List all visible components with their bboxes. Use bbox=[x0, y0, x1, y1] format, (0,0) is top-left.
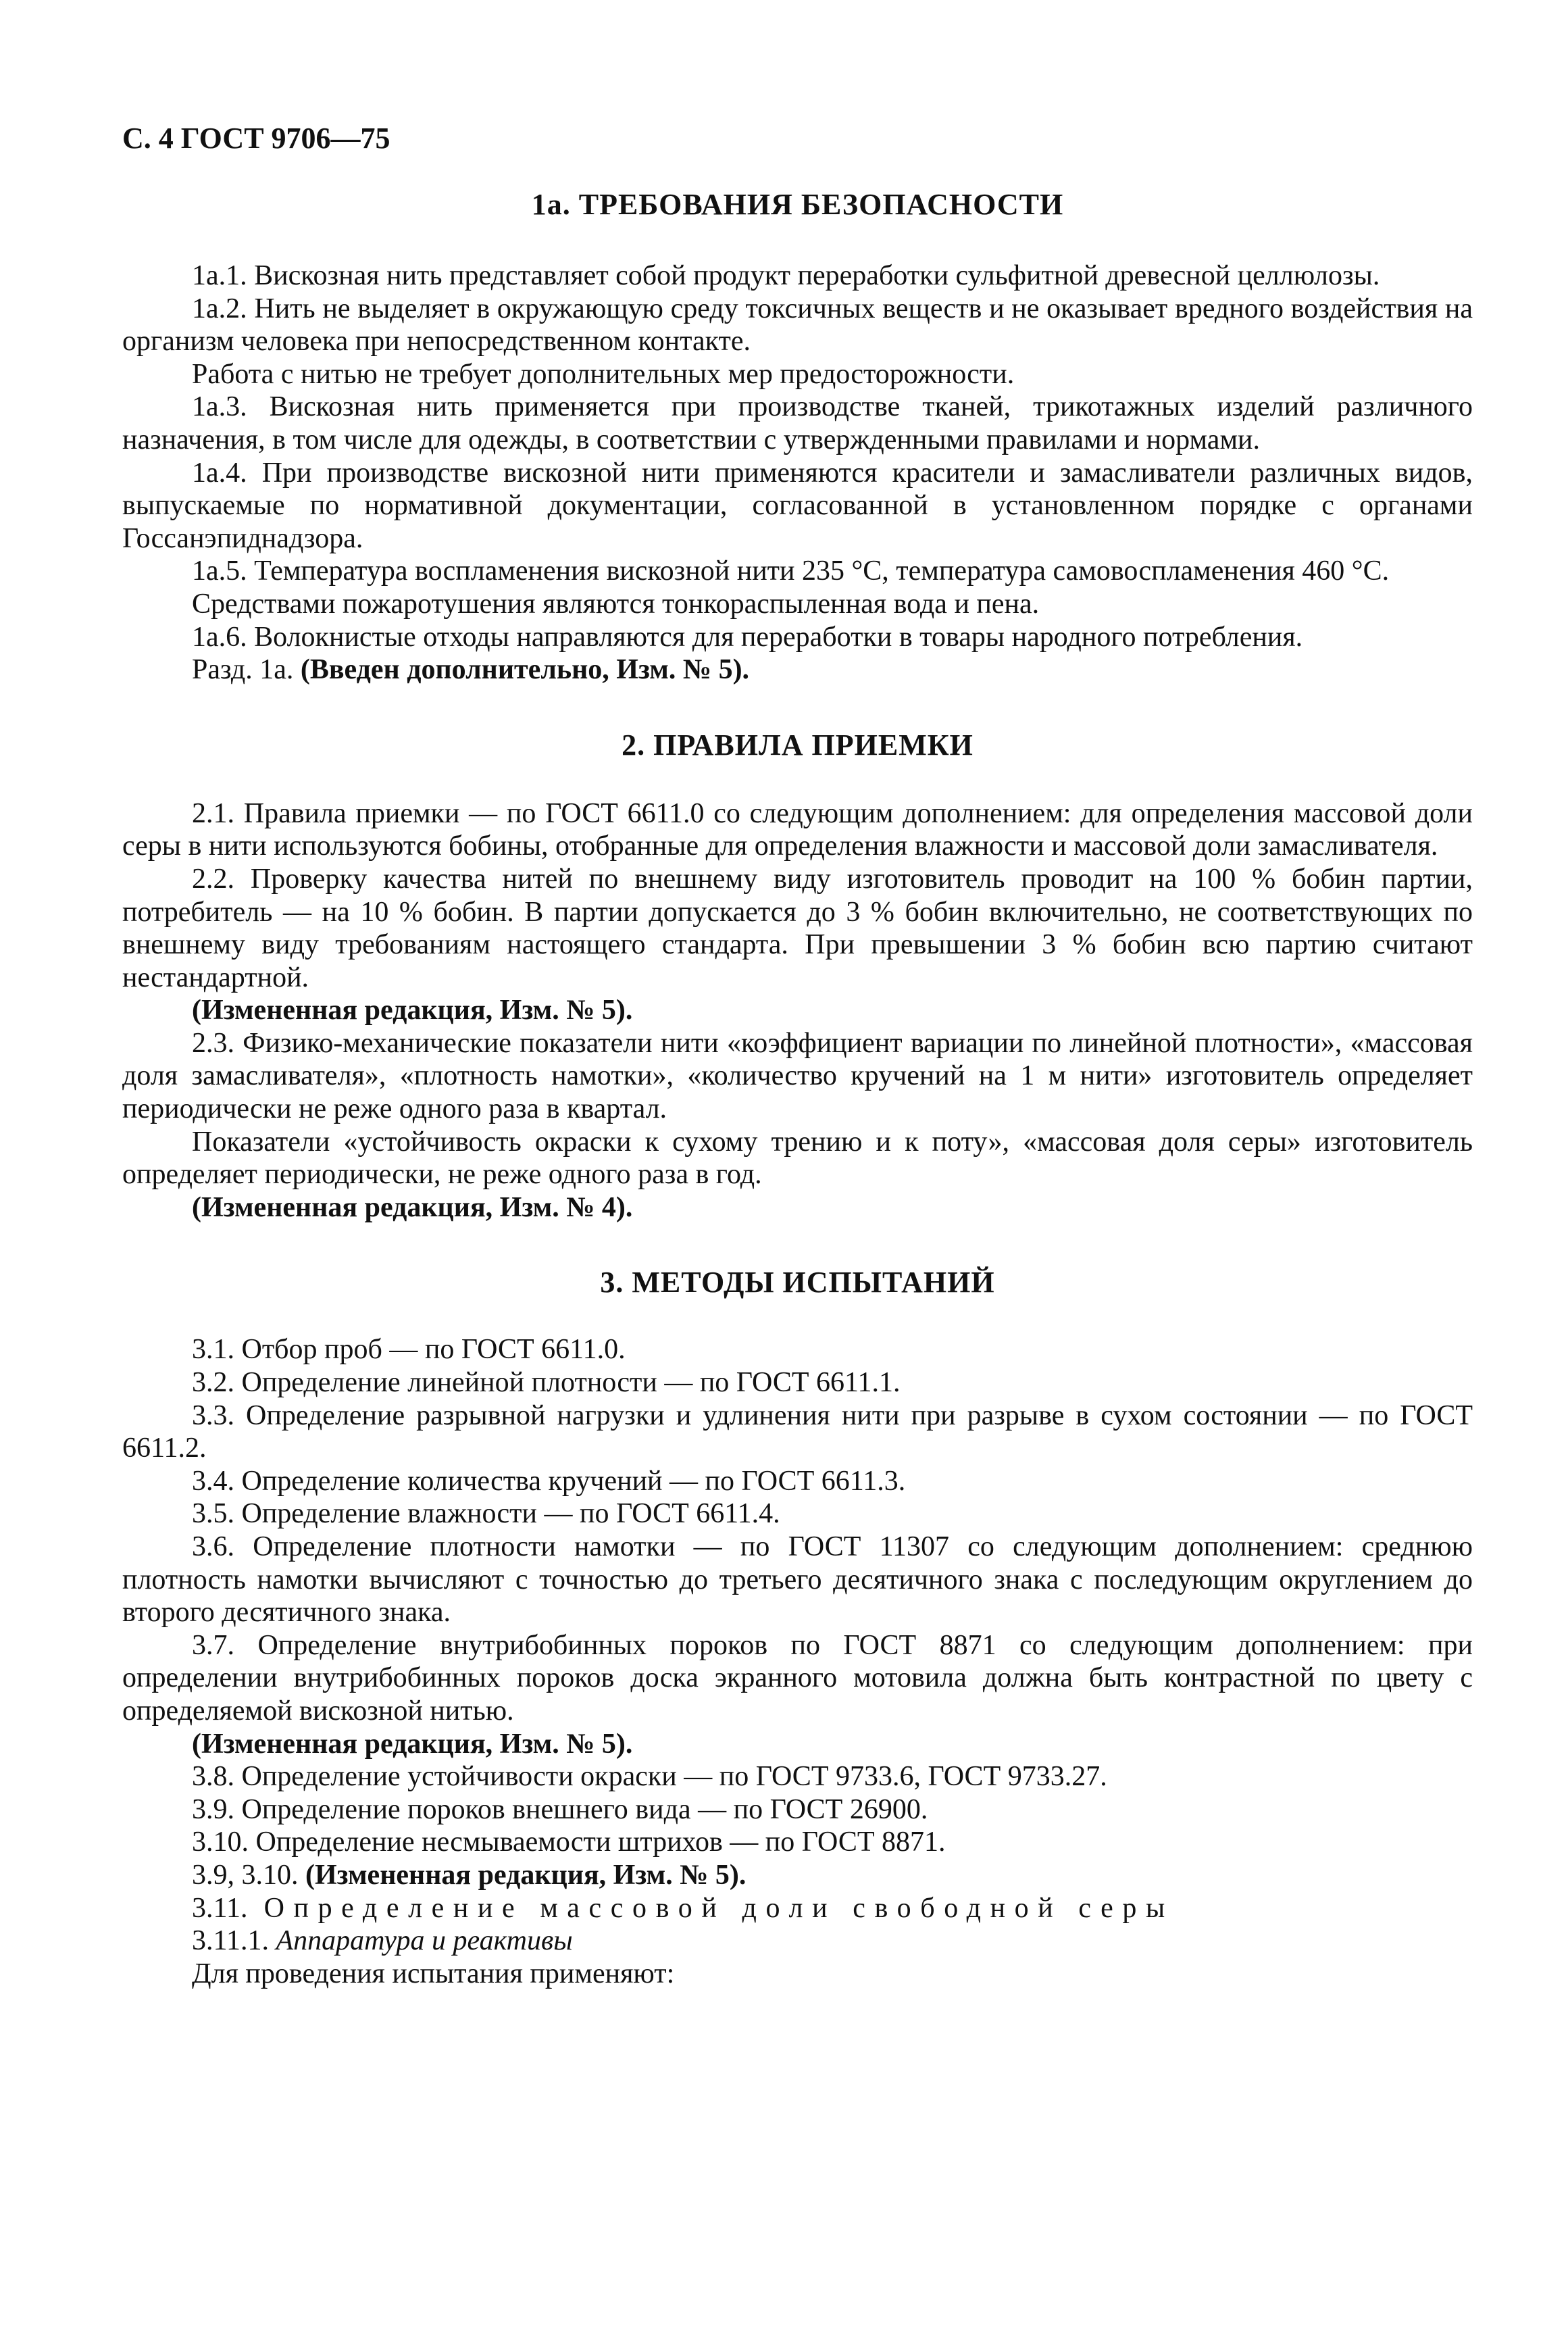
paragraph-3-2: 3.2. Определение линейной плотности — по ГОСТ 6611.1. bbox=[192, 1367, 901, 1399]
amendment-note bbox=[122, 1191, 1473, 1224]
paragraph-2-1: 2.1. Правила приемки — по ГОСТ 6611.0 со следующим дополнением: для определения массовой доли серы в нити используются бобины, отобранные для определения влажности и массовой доли замасливателя. bbox=[122, 797, 1473, 862]
paragraph-3-1: 3.1. Отбор проб — по ГОСТ 6611.0. bbox=[192, 1334, 626, 1366]
subsection-title: Определение массовой доли свободной серы bbox=[263, 1892, 1174, 1924]
note-prefix: 3.9, 3.10. bbox=[192, 1859, 299, 1891]
page-header: С. 4 ГОСТ 9706—75 bbox=[122, 122, 390, 155]
paragraph-1a-4: 1а.4. При производстве вискозной нити применяются красители и замасливатели различных видов, выпускаемые по нормативной документации, согласованной в установленном порядке с органами Госсанэпиднадзора. bbox=[122, 457, 1473, 554]
paragraph-2-2: 2.2. Проверку качества нитей по внешнему виду изготовитель проводит на 100 % бобин партии, потребитель — на 10 % бобин. В партии допускается до 3 % бобин включительно, не соответствующих по внешнему виду требованиям настоящего стандарта. При превышении 3 % бобин всю партию считают нестандартной. bbox=[122, 863, 1473, 993]
paragraph-1a-6: 1а.6. Волокнистые отходы направляются для переработки в товары народного потребления. bbox=[192, 621, 1303, 653]
subsection-title: Аппаратура и реактивы bbox=[276, 1925, 573, 1957]
subsection-3-11-1-heading bbox=[122, 1925, 1473, 1958]
amendment-note-text: (Измененная редакция, Изм. № 5). bbox=[192, 995, 633, 1026]
paragraph-3-6: 3.6. Определение плотности намотки — по ГОСТ 11307 со следующим дополнением: среднюю плотность намотки вычисляют с точностью до третьего десятичного знака с последующим округлением до второго десятичного знака. bbox=[122, 1531, 1473, 1629]
amendment-note-text: (Измененная редакция, Изм. № 4). bbox=[192, 1191, 633, 1223]
paragraph-2-3-cont: Показатели «устойчивость окраски к сухому трению и к поту», «массовая доля серы» изготовитель определяет периодически, не реже одного раза в год. bbox=[122, 1126, 1473, 1191]
subsection-number: 3.11. bbox=[192, 1892, 248, 1924]
paragraph-3-9: 3.9. Определение пороков внешнего вида — по ГОСТ 26900. bbox=[192, 1793, 928, 1825]
subsection-number: 3.11.1. bbox=[192, 1925, 269, 1957]
paragraph-1a-5-cont: Средствами пожаротушения являются тонкораспыленная вода и пена. bbox=[192, 588, 1040, 620]
amendment-note-text: (Измененная редакция, Изм. № 5). bbox=[192, 1728, 633, 1760]
paragraph-1a-3: 1а.3. Вискозная нить применяется при производстве тканей, трикотажных изделий различного назначения, в том числе для одежды, в соответствии с утвержденными правилами и нормами. bbox=[122, 391, 1473, 455]
note-bold: (Измененная редакция, Изм. № 5). bbox=[305, 1859, 747, 1891]
paragraph-1a-2: 1а.2. Нить не выделяет в окружающую среду токсичных веществ и не оказывает вредного воздействия на организм человека при непосредственном контакте. bbox=[122, 293, 1473, 357]
amendment-note bbox=[122, 994, 1473, 1027]
section-note-1a bbox=[122, 653, 1473, 687]
note-prefix: Разд. 1а. bbox=[192, 654, 294, 686]
paragraph-last: Для проведения испытания применяют: bbox=[192, 1958, 675, 1989]
paragraph-3-5: 3.5. Определение влажности — по ГОСТ 6611.4. bbox=[192, 1498, 780, 1530]
section-heading-acceptance: 2. ПРАВИЛА ПРИЕМКИ bbox=[622, 728, 973, 762]
paragraph-3-8: 3.8. Определение устойчивости окраски — по ГОСТ 9733.6, ГОСТ 9733.27. bbox=[192, 1761, 1107, 1793]
paragraph-3-7: 3.7. Определение внутрибобинных пороков по ГОСТ 8871 со следующим дополнением: при определении внутрибобинных пороков доска экранного мотовила должна быть контрастной по цвету с определяемой вискозной нитью. bbox=[122, 1629, 1473, 1727]
paragraph-2-3: 2.3. Физико-механические показатели нити «коэффициент вариации по линейной плотности», «массовая доля замасливателя», «плотность намотки», «количество кручений на 1 м нити» изготовитель определяет периодически не реже одного раза в квартал. bbox=[122, 1027, 1473, 1125]
amendment-note-3-9-3-10 bbox=[122, 1859, 1473, 1892]
paragraph-3-10: 3.10. Определение несмываемости штрихов — по ГОСТ 8871. bbox=[192, 1827, 946, 1858]
section-heading-test-methods: 3. МЕТОДЫ ИСПЫТАНИЙ bbox=[600, 1266, 995, 1299]
amendment-note bbox=[122, 1728, 1473, 1761]
paragraph-1a-5: 1а.5. Температура воспламенения вискозной нити 235 °С, температура самовоспламенения 460 °С. bbox=[192, 555, 1390, 587]
paragraph-1a-2-cont: Работа с нитью не требует дополнительных мер предосторожности. bbox=[192, 358, 1015, 390]
paragraph-3-3: 3.3. Определение разрывной нагрузки и удлинения нити при разрыве в сухом состоянии — по ГОСТ 6611.2. bbox=[122, 1399, 1473, 1464]
subsection-3-11-heading bbox=[122, 1892, 1473, 1925]
note-bold: (Введен дополнительно, Изм. № 5). bbox=[300, 654, 750, 686]
section-heading-safety: 1а. ТРЕБОВАНИЯ БЕЗОПАСНОСТИ bbox=[531, 188, 1064, 221]
paragraph-1a-1: 1а.1. Вискозная нить представляет собой продукт переработки сульфитной древесной целлюлозы. bbox=[192, 260, 1380, 291]
paragraph-3-4: 3.4. Определение количества кручений — по ГОСТ 6611.3. bbox=[192, 1465, 906, 1497]
document-body bbox=[122, 188, 1473, 1990]
